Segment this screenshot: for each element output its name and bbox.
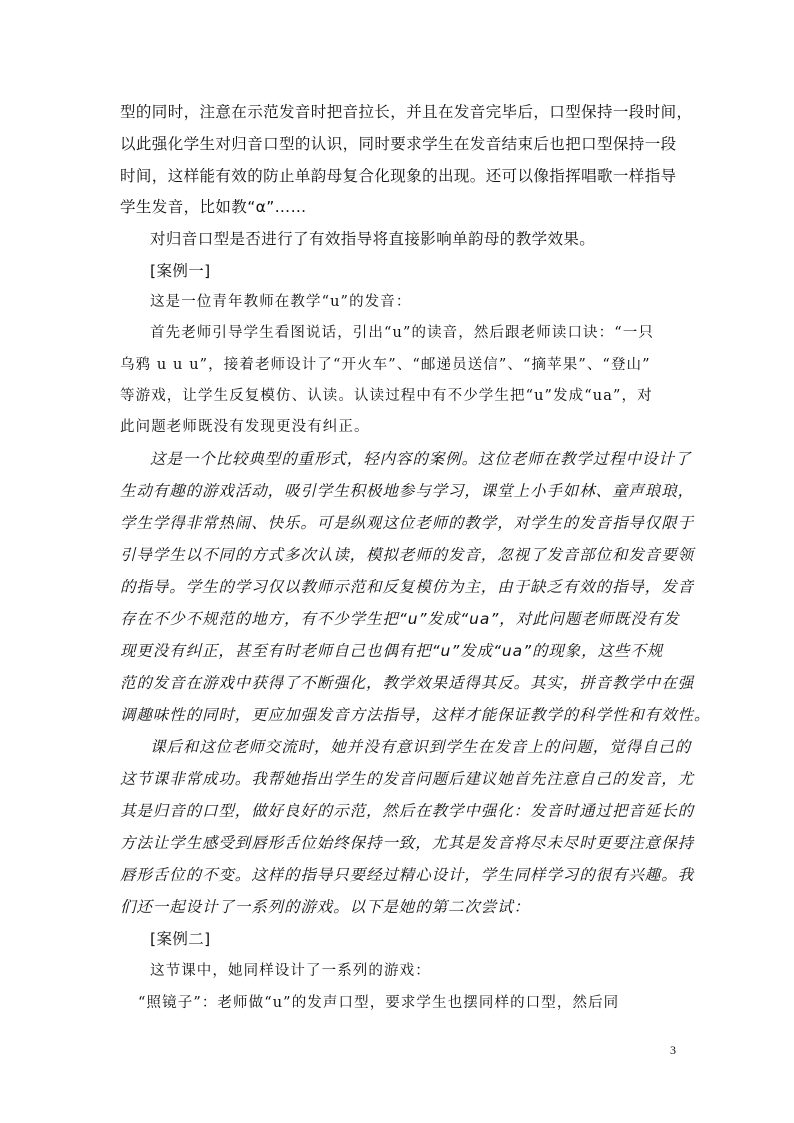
text-line: 的指导。学生的学习仅以教师示范和反复模仿为主，由于缺乏有效的指导，发音: [120, 578, 695, 596]
text-line: 学生学得非常热闹、快乐。可是纵观这位老师的教学，对学生的发音指导仅限于: [120, 514, 695, 532]
case-heading: [案例一]: [150, 262, 211, 280]
text-line: 唇形舌位的不变。这样的指导只要经过精心设计，学生同样学习的很有兴趣。我: [120, 866, 695, 884]
text-line: “照镜子”：老师做“u”的发声口型，要求学生也摆同样的口型，然后同: [138, 995, 620, 1011]
text-line: 以此强化学生对归音口型的认识，同时要求学生在发音结束后也把口型保持一段: [120, 135, 677, 153]
text-line: 们还一起设计了一系列的游戏。以下是她的第二次尝试：: [120, 898, 531, 916]
text-line: 学生发音，比如教“α”……: [120, 198, 307, 216]
text-line: 方法让学生感受到唇形舌位始终保持一致，尤其是发音将尽未尽时更要注意保持: [120, 834, 695, 852]
text-line: 课后和这位老师交流时，她并没有意识到学生在发音上的问题，觉得自己的: [150, 738, 692, 756]
text-line: 生动有趣的游戏活动，吸引学生积极地参与学习，课堂上小手如林、童声琅琅，: [120, 482, 695, 500]
text-line: 此问题老师既没有发现更没有纠正。: [120, 419, 370, 435]
text-line: 这节课中，她同样设计了一系列的游戏：: [150, 963, 431, 979]
page-number: 3: [670, 1043, 676, 1057]
text-line: 时间，这样能有效的防止单韵母复合化现象的出现。还可以像指挥唱歌一样指导: [120, 167, 677, 185]
text-line: 其是归音的口型，做好良好的示范，然后在教学中强化：发音时通过把音延长的: [120, 802, 695, 820]
text-line: 这是一个比较典型的重形式，轻内容的案例。这位老师在教学过程中设计了: [150, 450, 692, 468]
text-line: 型的同时，注意在示范发音时把音拉长，并且在发音完毕后，口型保持一段时间，: [120, 103, 693, 121]
text-line: 存在不少不规范的地方，有不少学生把“u”发成“ua”，对此问题老师既没有发: [120, 610, 680, 628]
text-line: 乌鸦 u u u”，接着老师设计了“开火车”、“邮递员送信”、“摘苹果”、“登山”: [120, 357, 651, 373]
text-line: 等游戏，让学生反复模仿、认读。认读过程中有不少学生把“u”发成“ua”，对: [120, 388, 653, 404]
text-line: 引导学生以不同的方式多次认读，模拟老师的发音，忽视了发音部位和发音要领: [120, 546, 695, 564]
text-line: 首先老师引导学生看图说话，引出“u”的读音，然后跟老师读口诀：“一只: [150, 325, 654, 341]
text-line: 现更没有纠正，甚至有时老师自己也偶有把“u”发成“ua”的现象，这些不规: [120, 642, 664, 660]
text-line: 对归音口型是否进行了有效指导将直接影响单韵母的教学效果。: [150, 230, 596, 248]
text-line: 这是一位青年教师在教学“u”的发音：: [150, 294, 412, 310]
text-line: 这节课非常成功。我帮她指出学生的发音问题后建议她首先注意自己的发音，尤: [120, 770, 695, 788]
text-line: 调趣味性的同时，更应加强发音方法指导，这样才能保证教学的科学性和有效性。: [120, 706, 711, 724]
text-line: 范的发音在游戏中获得了不断强化，教学效果适得其反。其实，拼音教学中在强: [120, 674, 695, 692]
case-heading: [案例二]: [150, 930, 211, 948]
